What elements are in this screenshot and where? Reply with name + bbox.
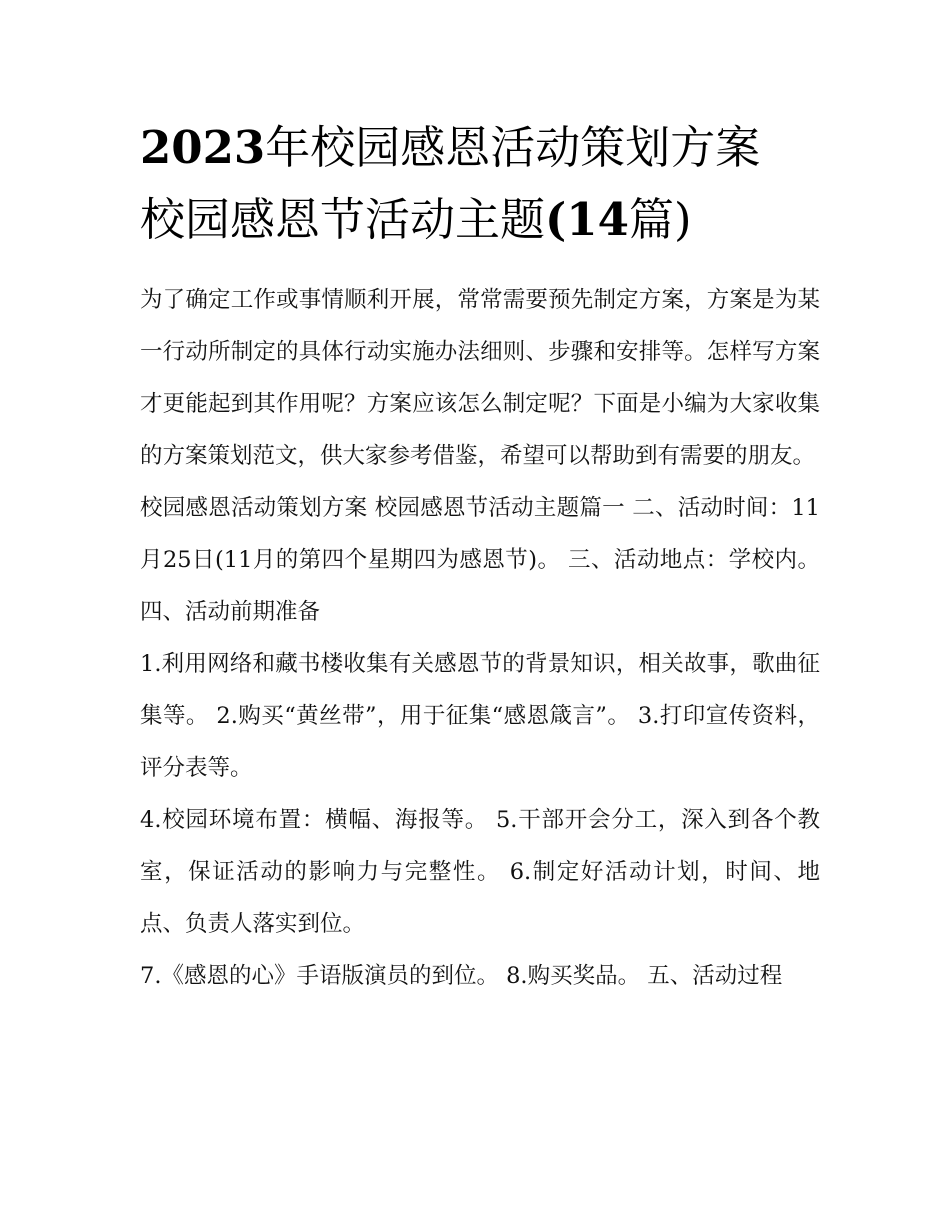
paragraph-time-place: 校园感恩活动策划方案 校园感恩节活动主题篇一 二、活动时间：11月25日(11月的第四个星期四为感恩节)。 三、活动地点：学校内。 四、活动前期准备 [140, 495, 820, 625]
document-title [140, 112, 820, 256]
title-year: 2023 [140, 121, 266, 174]
title-line2-text: 校园感恩节活动主题 [140, 193, 546, 246]
title-line2-end: 篇) [628, 193, 692, 246]
title-count: (14 [545, 193, 629, 246]
document-content [140, 112, 820, 1002]
intro-paragraph: 为了确定工作或事情顺利开展，常常需要预先制定方案，方案是为某一行动所制定的具体行动实施办法细则、步骤和安排等。怎样写方案才更能起到其作用呢？方案应该怎么制定呢？下面是小编为大家收集的方案策划范文，供大家参考借鉴，希望可以帮助到有需要的朋友。 [140, 287, 820, 469]
paragraph-prep-1: 1.利用网络和藏书楼收集有关感恩节的背景知识，相关故事，歌曲征集等。 2.购买“黄丝带”，用于征集“感恩箴言”。 3.打印宣传资料，评分表等。 [140, 651, 820, 781]
paragraph-prep-2: 4.校园环境布置：横幅、海报等。 5.干部开会分工，深入到各个教室，保证活动的影响力与完整性。 6.制定好活动计划，时间、地点、负责人落实到位。 [140, 807, 820, 937]
paragraph-prep-3: 7.《感恩的心》手语版演员的到位。 8.购买奖品。 五、活动过程 [140, 963, 783, 989]
title-line1-text: 年校园感恩活动策划方案 [265, 121, 761, 174]
